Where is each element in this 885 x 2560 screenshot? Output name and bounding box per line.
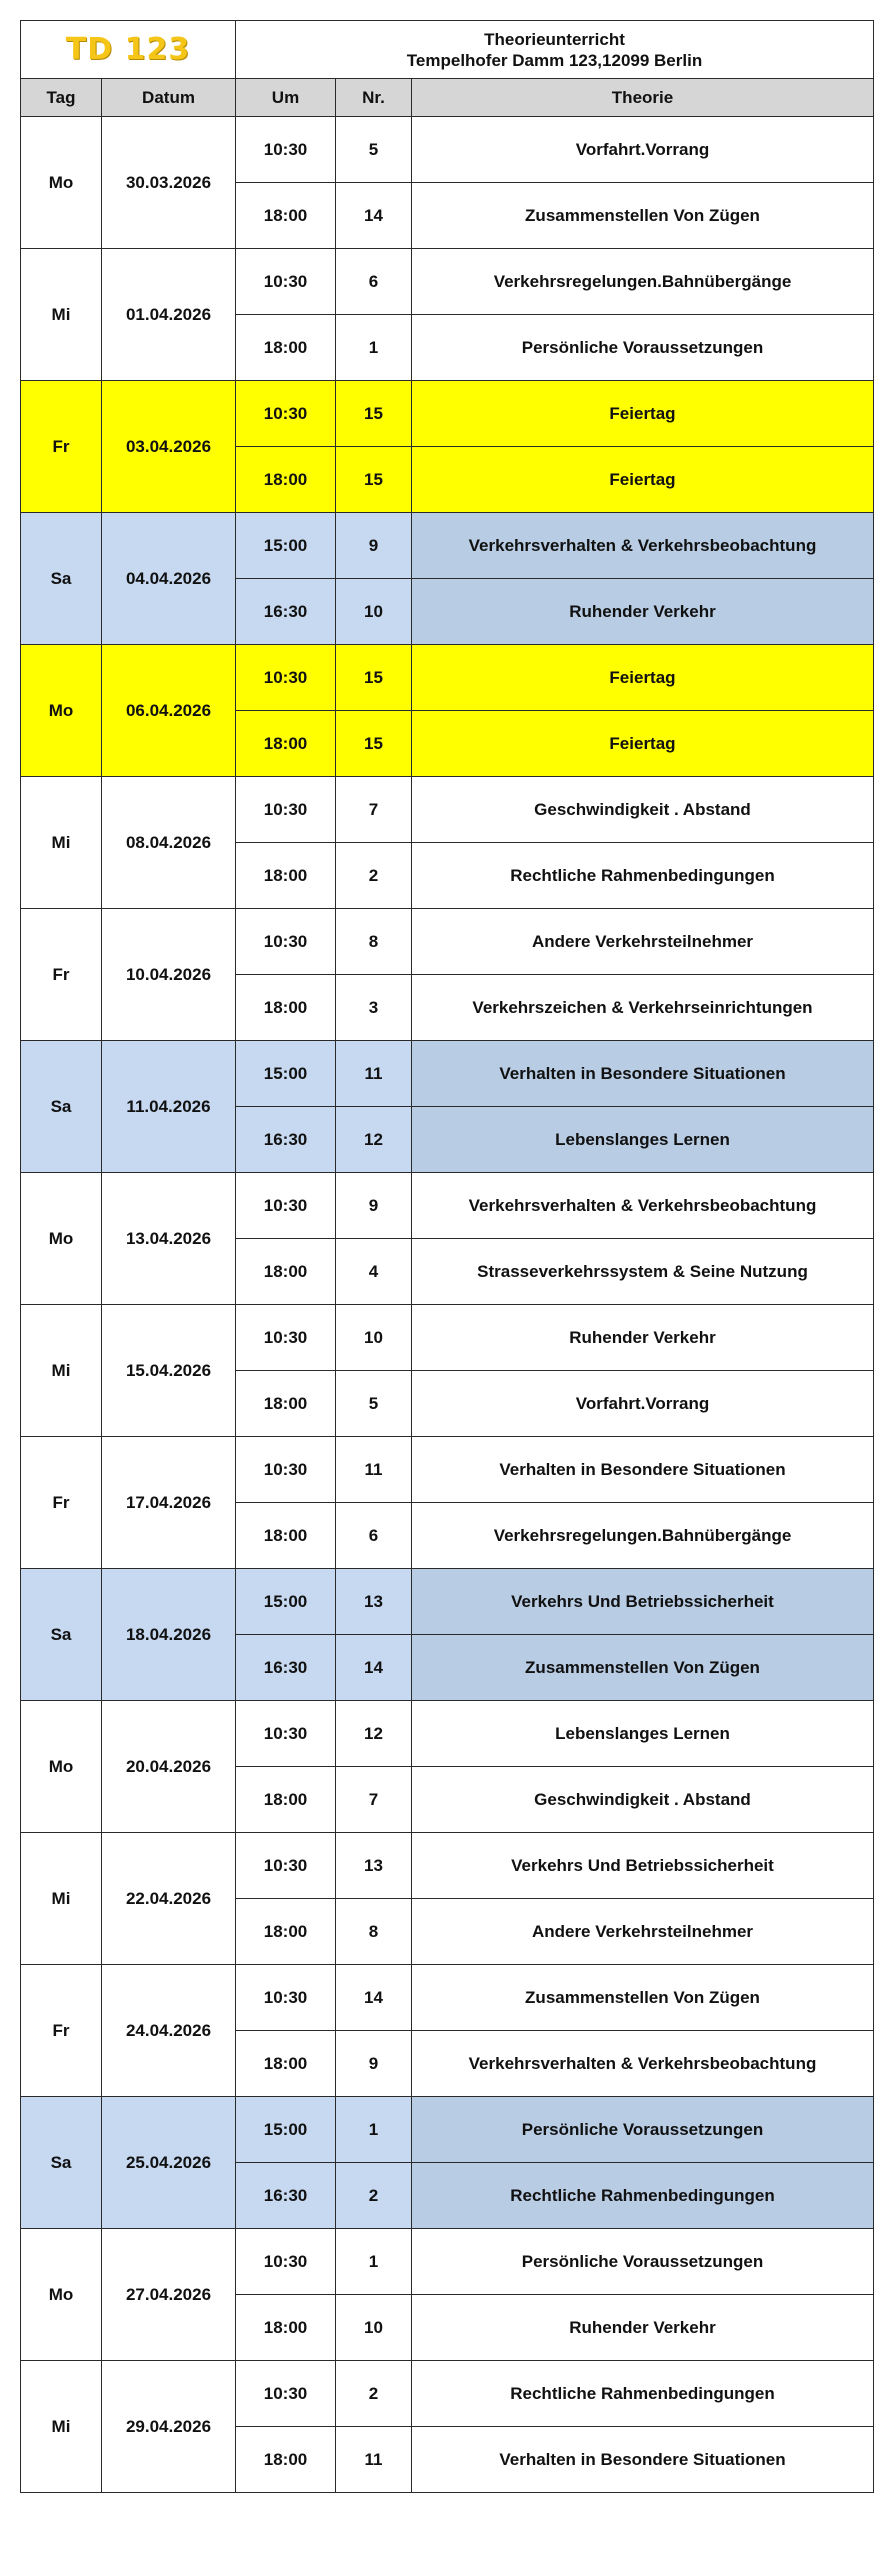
lesson-number-cell: 8 bbox=[336, 909, 412, 975]
day-cell: Mo bbox=[21, 117, 102, 249]
table-row bbox=[21, 777, 874, 843]
lesson-number-cell: 6 bbox=[336, 249, 412, 315]
topic-cell: Feiertag bbox=[412, 645, 874, 711]
day-cell: Fr bbox=[21, 381, 102, 513]
time-cell: 15:00 bbox=[236, 2097, 336, 2163]
day-cell: Mi bbox=[21, 249, 102, 381]
time-cell: 18:00 bbox=[236, 2427, 336, 2493]
date-cell: 11.04.2026 bbox=[102, 1041, 236, 1173]
lesson-number-cell: 6 bbox=[336, 1503, 412, 1569]
topic-cell: Verkehrszeichen & Verkehrseinrichtungen bbox=[412, 975, 874, 1041]
table-row bbox=[21, 1173, 874, 1239]
lesson-number-cell: 11 bbox=[336, 1437, 412, 1503]
time-cell: 18:00 bbox=[236, 975, 336, 1041]
table-row bbox=[21, 1305, 874, 1371]
topic-cell: Zusammenstellen Von Zügen bbox=[412, 1965, 874, 2031]
topic-cell: Verhalten in Besondere Situationen bbox=[412, 1041, 874, 1107]
day-cell: Sa bbox=[21, 1569, 102, 1701]
date-cell: 22.04.2026 bbox=[102, 1833, 236, 1965]
table-row bbox=[21, 513, 874, 579]
lesson-number-cell: 9 bbox=[336, 513, 412, 579]
day-cell: Mo bbox=[21, 645, 102, 777]
topic-cell: Persönliche Voraussetzungen bbox=[412, 2097, 874, 2163]
day-cell: Sa bbox=[21, 2097, 102, 2229]
time-cell: 18:00 bbox=[236, 1371, 336, 1437]
time-cell: 10:30 bbox=[236, 249, 336, 315]
time-cell: 18:00 bbox=[236, 2031, 336, 2097]
time-cell: 18:00 bbox=[236, 447, 336, 513]
date-cell: 24.04.2026 bbox=[102, 1965, 236, 2097]
time-cell: 10:30 bbox=[236, 117, 336, 183]
topic-cell: Verkehrsregelungen.Bahnübergänge bbox=[412, 1503, 874, 1569]
day-cell: Sa bbox=[21, 513, 102, 645]
time-cell: 10:30 bbox=[236, 777, 336, 843]
column-header-um: Um bbox=[236, 79, 336, 117]
topic-cell: Feiertag bbox=[412, 381, 874, 447]
topic-cell: Verkehrs Und Betriebssicherheit bbox=[412, 1833, 874, 1899]
topic-cell: Zusammenstellen Von Zügen bbox=[412, 183, 874, 249]
lesson-number-cell: 7 bbox=[336, 1767, 412, 1833]
table-row bbox=[21, 2097, 874, 2163]
title-row bbox=[21, 21, 874, 79]
topic-cell: Verkehrsverhalten & Verkehrsbeobachtung bbox=[412, 1173, 874, 1239]
column-header-datum: Datum bbox=[102, 79, 236, 117]
topic-cell: Lebenslanges Lernen bbox=[412, 1701, 874, 1767]
time-cell: 18:00 bbox=[236, 1899, 336, 1965]
lesson-number-cell: 14 bbox=[336, 183, 412, 249]
topic-cell: Geschwindigkeit . Abstand bbox=[412, 1767, 874, 1833]
lesson-number-cell: 10 bbox=[336, 1305, 412, 1371]
lesson-number-cell: 9 bbox=[336, 1173, 412, 1239]
topic-cell: Verkehrs Und Betriebssicherheit bbox=[412, 1569, 874, 1635]
table-row bbox=[21, 117, 874, 183]
lesson-number-cell: 4 bbox=[336, 1239, 412, 1305]
time-cell: 10:30 bbox=[236, 1437, 336, 1503]
time-cell: 18:00 bbox=[236, 843, 336, 909]
date-cell: 27.04.2026 bbox=[102, 2229, 236, 2361]
day-cell: Sa bbox=[21, 1041, 102, 1173]
table-row bbox=[21, 909, 874, 975]
day-cell: Mi bbox=[21, 1833, 102, 1965]
time-cell: 18:00 bbox=[236, 2295, 336, 2361]
topic-cell: Rechtliche Rahmenbedingungen bbox=[412, 2163, 874, 2229]
time-cell: 18:00 bbox=[236, 1503, 336, 1569]
topic-cell: Andere Verkehrsteilnehmer bbox=[412, 909, 874, 975]
brand-logo: TD 123 bbox=[65, 32, 191, 67]
topic-cell: Lebenslanges Lernen bbox=[412, 1107, 874, 1173]
day-cell: Mi bbox=[21, 2361, 102, 2493]
lesson-number-cell: 12 bbox=[336, 1701, 412, 1767]
time-cell: 18:00 bbox=[236, 1767, 336, 1833]
lesson-number-cell: 5 bbox=[336, 1371, 412, 1437]
date-cell: 29.04.2026 bbox=[102, 2361, 236, 2493]
time-cell: 10:30 bbox=[236, 2361, 336, 2427]
day-cell: Fr bbox=[21, 909, 102, 1041]
lesson-number-cell: 5 bbox=[336, 117, 412, 183]
lesson-number-cell: 10 bbox=[336, 579, 412, 645]
table-row bbox=[21, 1041, 874, 1107]
column-header-tag: Tag bbox=[21, 79, 102, 117]
day-cell: Mo bbox=[21, 1701, 102, 1833]
topic-cell: Persönliche Voraussetzungen bbox=[412, 2229, 874, 2295]
topic-cell: Rechtliche Rahmenbedingungen bbox=[412, 2361, 874, 2427]
time-cell: 10:30 bbox=[236, 2229, 336, 2295]
date-cell: 15.04.2026 bbox=[102, 1305, 236, 1437]
column-header-theorie: Theorie bbox=[412, 79, 874, 117]
date-cell: 25.04.2026 bbox=[102, 2097, 236, 2229]
time-cell: 10:30 bbox=[236, 645, 336, 711]
topic-cell: Verhalten in Besondere Situationen bbox=[412, 2427, 874, 2493]
topic-cell: Verkehrsregelungen.Bahnübergänge bbox=[412, 249, 874, 315]
schedule-body bbox=[21, 117, 874, 2493]
table-row bbox=[21, 381, 874, 447]
lesson-number-cell: 10 bbox=[336, 2295, 412, 2361]
date-cell: 10.04.2026 bbox=[102, 909, 236, 1041]
table-row bbox=[21, 1701, 874, 1767]
time-cell: 18:00 bbox=[236, 315, 336, 381]
day-cell: Mi bbox=[21, 777, 102, 909]
schedule-sheet bbox=[20, 20, 873, 2493]
lesson-number-cell: 1 bbox=[336, 315, 412, 381]
schedule-table bbox=[20, 20, 874, 2493]
time-cell: 15:00 bbox=[236, 1041, 336, 1107]
table-row bbox=[21, 1569, 874, 1635]
lesson-number-cell: 14 bbox=[336, 1965, 412, 2031]
day-cell: Mi bbox=[21, 1305, 102, 1437]
table-row bbox=[21, 645, 874, 711]
date-cell: 18.04.2026 bbox=[102, 1569, 236, 1701]
time-cell: 15:00 bbox=[236, 1569, 336, 1635]
time-cell: 16:30 bbox=[236, 1107, 336, 1173]
date-cell: 30.03.2026 bbox=[102, 117, 236, 249]
lesson-number-cell: 13 bbox=[336, 1569, 412, 1635]
page-title: Theorieunterricht bbox=[484, 29, 625, 49]
lesson-number-cell: 15 bbox=[336, 711, 412, 777]
topic-cell: Persönliche Voraussetzungen bbox=[412, 315, 874, 381]
lesson-number-cell: 2 bbox=[336, 843, 412, 909]
time-cell: 15:00 bbox=[236, 513, 336, 579]
lesson-number-cell: 13 bbox=[336, 1833, 412, 1899]
topic-cell: Vorfahrt.Vorrang bbox=[412, 117, 874, 183]
day-cell: Fr bbox=[21, 1437, 102, 1569]
day-cell: Mo bbox=[21, 1173, 102, 1305]
lesson-number-cell: 3 bbox=[336, 975, 412, 1041]
time-cell: 10:30 bbox=[236, 1833, 336, 1899]
lesson-number-cell: 1 bbox=[336, 2229, 412, 2295]
table-row bbox=[21, 1833, 874, 1899]
address: Tempelhofer Damm 123,12099 Berlin bbox=[406, 50, 703, 70]
time-cell: 10:30 bbox=[236, 1965, 336, 2031]
lesson-number-cell: 11 bbox=[336, 2427, 412, 2493]
topic-cell: Verkehrsverhalten & Verkehrsbeobachtung bbox=[412, 2031, 874, 2097]
lesson-number-cell: 15 bbox=[336, 447, 412, 513]
topic-cell: Feiertag bbox=[412, 711, 874, 777]
lesson-number-cell: 11 bbox=[336, 1041, 412, 1107]
topic-cell: Vorfahrt.Vorrang bbox=[412, 1371, 874, 1437]
date-cell: 20.04.2026 bbox=[102, 1701, 236, 1833]
table-row bbox=[21, 1437, 874, 1503]
time-cell: 10:30 bbox=[236, 381, 336, 447]
title-cell bbox=[236, 21, 874, 79]
column-header-row bbox=[21, 79, 874, 117]
topic-cell: Ruhender Verkehr bbox=[412, 2295, 874, 2361]
lesson-number-cell: 7 bbox=[336, 777, 412, 843]
brand-cell bbox=[21, 21, 236, 79]
lesson-number-cell: 15 bbox=[336, 381, 412, 447]
lesson-number-cell: 12 bbox=[336, 1107, 412, 1173]
lesson-number-cell: 2 bbox=[336, 2163, 412, 2229]
topic-cell: Rechtliche Rahmenbedingungen bbox=[412, 843, 874, 909]
lesson-number-cell: 2 bbox=[336, 2361, 412, 2427]
date-cell: 03.04.2026 bbox=[102, 381, 236, 513]
column-header-nr: Nr. bbox=[336, 79, 412, 117]
date-cell: 08.04.2026 bbox=[102, 777, 236, 909]
day-cell: Fr bbox=[21, 1965, 102, 2097]
lesson-number-cell: 14 bbox=[336, 1635, 412, 1701]
table-row bbox=[21, 2229, 874, 2295]
table-row bbox=[21, 2361, 874, 2427]
topic-cell: Verhalten in Besondere Situationen bbox=[412, 1437, 874, 1503]
date-cell: 17.04.2026 bbox=[102, 1437, 236, 1569]
time-cell: 16:30 bbox=[236, 1635, 336, 1701]
topic-cell: Ruhender Verkehr bbox=[412, 1305, 874, 1371]
topic-cell: Ruhender Verkehr bbox=[412, 579, 874, 645]
time-cell: 18:00 bbox=[236, 1239, 336, 1305]
table-row bbox=[21, 1965, 874, 2031]
topic-cell: Zusammenstellen Von Zügen bbox=[412, 1635, 874, 1701]
lesson-number-cell: 15 bbox=[336, 645, 412, 711]
lesson-number-cell: 9 bbox=[336, 2031, 412, 2097]
table-row bbox=[21, 249, 874, 315]
time-cell: 16:30 bbox=[236, 2163, 336, 2229]
time-cell: 16:30 bbox=[236, 579, 336, 645]
lesson-number-cell: 8 bbox=[336, 1899, 412, 1965]
time-cell: 10:30 bbox=[236, 909, 336, 975]
lesson-number-cell: 1 bbox=[336, 2097, 412, 2163]
topic-cell: Andere Verkehrsteilnehmer bbox=[412, 1899, 874, 1965]
time-cell: 10:30 bbox=[236, 1173, 336, 1239]
time-cell: 10:30 bbox=[236, 1701, 336, 1767]
topic-cell: Geschwindigkeit . Abstand bbox=[412, 777, 874, 843]
date-cell: 06.04.2026 bbox=[102, 645, 236, 777]
topic-cell: Verkehrsverhalten & Verkehrsbeobachtung bbox=[412, 513, 874, 579]
date-cell: 04.04.2026 bbox=[102, 513, 236, 645]
date-cell: 13.04.2026 bbox=[102, 1173, 236, 1305]
date-cell: 01.04.2026 bbox=[102, 249, 236, 381]
day-cell: Mo bbox=[21, 2229, 102, 2361]
time-cell: 18:00 bbox=[236, 183, 336, 249]
topic-cell: Feiertag bbox=[412, 447, 874, 513]
topic-cell: Strasseverkehrssystem & Seine Nutzung bbox=[412, 1239, 874, 1305]
time-cell: 10:30 bbox=[236, 1305, 336, 1371]
time-cell: 18:00 bbox=[236, 711, 336, 777]
